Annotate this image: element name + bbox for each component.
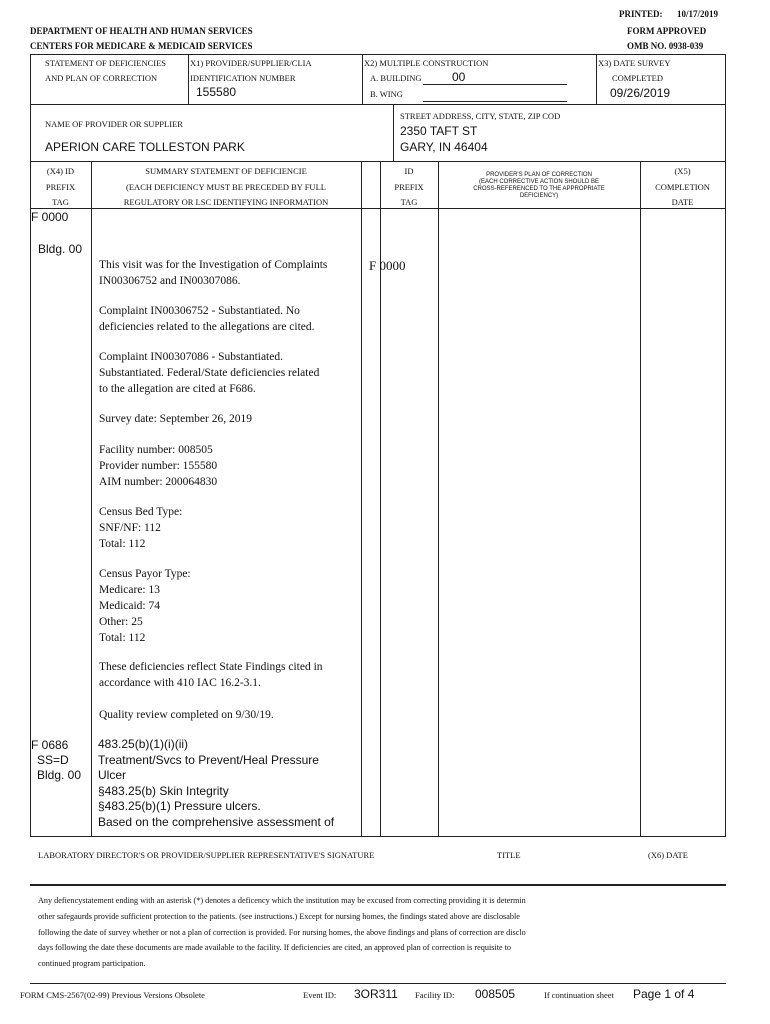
text-line: Ulcer [98, 768, 127, 782]
text-line: other safegaurds provide sufficient protection to the patients. (see instructions.) Except for nursing homes, the findings stated above are disclosable [38, 911, 520, 921]
plan-label: AND PLAN OF CORRECTION [45, 73, 158, 83]
title-label: TITLE [497, 850, 521, 860]
facility-id: 008505 [475, 987, 516, 1001]
form-approved: FORM APPROVED [627, 26, 707, 36]
text-line: following the date of survey whether or not a plan of correction is provided. For nursing homes, the above findings and plans of correction are disclo [38, 927, 526, 937]
paragraph-complaint-2 [99, 349, 319, 397]
rule [30, 104, 31, 161]
address-label: STREET ADDRESS, CITY, STATE, ZIP COD [400, 111, 561, 121]
summary-header-3: REGULATORY OR LSC IDENTIFYING INFORMATION [123, 197, 329, 207]
summary-header-2: (EACH DEFICIENCY MUST BE PRECEDED BY FULL [126, 182, 326, 192]
text-line: SNF/NF: 112 [99, 522, 161, 534]
wing-label: B. WING [370, 89, 403, 99]
rule [30, 161, 31, 836]
provider-name-label: NAME OF PROVIDER OR SUPPLIER [45, 119, 183, 129]
signature-rule [30, 884, 726, 886]
signature-label: LABORATORY DIRECTOR'S OR PROVIDER/SUPPLIER REPRESENTATIVE'S SIGNATURE [38, 850, 375, 860]
rule [188, 54, 189, 104]
x5-header-1: (X5) [674, 166, 691, 176]
rule [30, 161, 726, 162]
plan-header-3: CROSS-REFERENCED TO THE APPROPRIATE [473, 186, 605, 192]
x4-header-1: (X4) ID [46, 166, 75, 176]
paragraph-f686 [98, 737, 334, 830]
text-line: Census Bed Type: [99, 506, 183, 518]
rule [30, 836, 726, 837]
paragraph-state-findings [99, 659, 323, 691]
date-label: (X6) DATE [648, 850, 688, 860]
paragraph-complaint-1 [99, 303, 315, 335]
text-line: Medicare: 13 [99, 584, 160, 596]
rule [596, 54, 597, 104]
building-underline [423, 84, 567, 85]
facility-id-label: Facility ID: [415, 990, 455, 1000]
plan-header-2: (EACH CORRECTIVE ACTION SHOULD BE [478, 179, 600, 185]
rule [30, 208, 726, 209]
text-line: Other: 25 [99, 616, 143, 628]
severity-scope: SS=D [37, 753, 69, 767]
paragraph-survey-date: Survey date: September 26, 2019 [99, 413, 252, 425]
tag-f0000: F 0000 [31, 210, 69, 224]
text-line: Census Payor Type: [99, 568, 191, 580]
text-line: Total: 112 [99, 632, 146, 644]
text-line: IN00306752 and IN00307086. [99, 275, 241, 287]
provider-name: APERION CARE TOLLESTON PARK [45, 140, 245, 154]
text-line: Based on the comprehensive assessment of [98, 814, 335, 829]
plan-header-1: PROVIDER'S PLAN OF CORRECTION [486, 172, 592, 178]
text-line: Provider number: 155580 [99, 460, 218, 472]
id-header-3: TAG [400, 197, 418, 207]
text-line: deficiencies related to the allegations are cited. [99, 321, 315, 333]
text-line: This visit was for the Investigation of Complaints [99, 259, 328, 271]
statement-label: STATEMENT OF DEFICIENCIES [45, 58, 167, 68]
survey-date: 09/26/2019 [610, 86, 671, 100]
text-line: to the allegation are cited at F686. [99, 383, 256, 395]
department-title: DEPARTMENT OF HEALTH AND HUMAN SERVICES [30, 26, 253, 36]
tag-f0686: F 0686 [31, 738, 69, 752]
text-line: Any defiencystatement ending with an asterisk (*) denotes a deficency which the institution may be excused from correcting providing it is determin [38, 896, 526, 905]
x3-label: X3) DATE SURVEY [598, 58, 671, 68]
text-line: §483.25(b) Skin Integrity [98, 783, 229, 798]
rule [725, 104, 726, 161]
text-line: These deficiencies reflect State Findings cited in [99, 661, 323, 673]
rule [91, 161, 92, 836]
rule [362, 54, 363, 104]
text-line: §483.25(b)(1) Pressure ulcers. [98, 799, 261, 813]
wing-underline [423, 101, 567, 102]
text-line: Substantiated. Federal/State deficiencies related [99, 367, 320, 379]
text-line: days following the date these documents are made available to the facility. If deficiencies are cited, an approved plan of correction is requisite to [38, 943, 512, 953]
paragraph-quality-review: Quality review completed on 9/30/19. [99, 709, 274, 721]
rule [393, 104, 394, 161]
building-label: A. BUILDING [370, 73, 422, 83]
x2-label: X2) MULTIPLE CONSTRUCTION [364, 58, 489, 68]
provider-number: 155580 [196, 85, 237, 99]
bldg-label: Bldg. 00 [38, 242, 83, 256]
city-state-zip: GARY, IN 46404 [400, 140, 488, 154]
paragraph-census-bed [99, 504, 182, 552]
form-number: FORM CMS-2567(02-99) Previous Versions Obsolete [20, 990, 205, 1000]
rule [725, 54, 726, 104]
x5-header-3: DATE [671, 197, 694, 207]
text-line: Treatment/Svcs to Prevent/Heal Pressure [98, 752, 319, 767]
id-header-1: ID [404, 166, 414, 176]
rule [438, 161, 439, 836]
summary-header-1: SUMMARY STATEMENT OF DEFICIENCIE [145, 166, 307, 176]
plan-header-4: DEFICIENCY) [519, 193, 559, 199]
id-header-2: PREFIX [394, 182, 424, 192]
rule [30, 54, 726, 55]
text-line: Complaint IN00306752 - Substantiated. No [99, 305, 300, 317]
centers-title: CENTERS FOR MEDICARE & MEDICAID SERVICES [30, 41, 253, 51]
x3-sub-label: COMPLETED [612, 73, 663, 83]
plan-tag-f0000: F 0000 [369, 258, 406, 273]
x4-header-3: TAG [52, 197, 69, 207]
text-line: Total: 112 [99, 538, 146, 550]
text-line: Complaint IN00307086 - Substantiated. [99, 351, 283, 363]
disclaimer [38, 893, 526, 972]
bldg-label: Bldg. 00 [37, 768, 82, 782]
omb-number: OMB NO. 0938-039 [627, 41, 704, 51]
continuation-label: If continuation sheet [544, 990, 614, 1000]
x1-label: X1) PROVIDER/SUPPLIER/CLIA [190, 58, 312, 68]
building-value: 00 [452, 70, 466, 84]
text-line: Facility number: 008505 [99, 444, 213, 456]
text-line: accordance with 410 IAC 16.2-3.1. [99, 677, 261, 689]
event-id-label: Event ID: [303, 990, 337, 1000]
paragraph-facility [99, 442, 217, 490]
printed-label: PRINTED: [619, 9, 663, 19]
text-line: Medicaid: 74 [99, 600, 160, 612]
page-number: Page 1 of 4 [633, 987, 695, 1001]
street-address: 2350 TAFT ST [400, 124, 478, 138]
event-id: 3OR311 [354, 987, 398, 1001]
x5-header-2: COMPLETION [655, 182, 710, 192]
rule [725, 161, 726, 836]
rule [640, 161, 641, 836]
text-line: AIM number: 200064830 [99, 476, 218, 488]
text-line: continued program participation. [38, 959, 146, 969]
x4-header-2: PREFIX [45, 182, 76, 192]
text-line: 483.25(b)(1)(i)(ii) [98, 737, 189, 751]
paragraph-census-payor [99, 566, 191, 646]
rule [30, 54, 31, 104]
printed-date: 10/17/2019 [677, 9, 719, 19]
rule [361, 161, 362, 836]
footer-rule [30, 983, 726, 984]
paragraph-visit [99, 257, 327, 289]
rule [30, 104, 726, 105]
x1-sub-label: IDENTIFICATION NUMBER [190, 73, 296, 83]
